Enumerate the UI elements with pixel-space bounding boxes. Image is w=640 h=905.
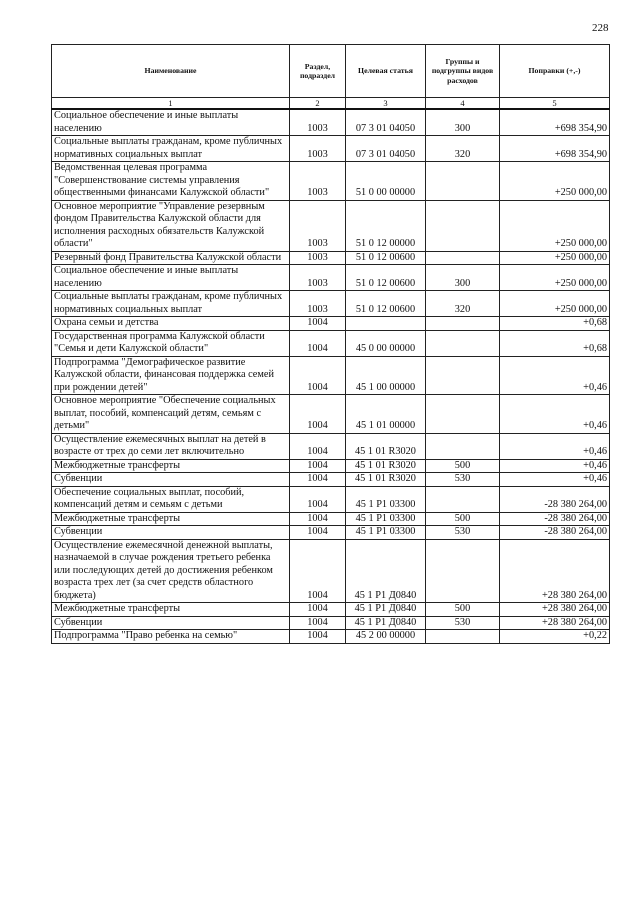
- cell-article: 45 1 01 00000: [346, 395, 426, 434]
- cell-amount: +0,46: [500, 459, 610, 473]
- cell-amount: +698 354,90: [500, 136, 610, 162]
- table-row: [52, 317, 610, 331]
- table-header-row: [52, 45, 610, 98]
- column-number: 3: [346, 98, 426, 110]
- cell-amount: +0,68: [500, 317, 610, 331]
- cell-name: Субвенции: [52, 616, 290, 630]
- table-row: [52, 539, 610, 603]
- cell-name: Государственная программа Калужской области "Семья и дети Калужской области": [52, 330, 290, 356]
- cell-amount: -28 380 264,00: [500, 526, 610, 540]
- cell-group: [426, 356, 500, 395]
- cell-section: 1004: [290, 486, 346, 512]
- cell-group: 320: [426, 136, 500, 162]
- cell-name: Субвенции: [52, 526, 290, 540]
- cell-article: 07 3 01 04050: [346, 136, 426, 162]
- table-row: [52, 512, 610, 526]
- table-row: [52, 616, 610, 630]
- table-row: [52, 526, 610, 540]
- cell-name: Межбюджетные трансферты: [52, 459, 290, 473]
- cell-group: 500: [426, 459, 500, 473]
- table-row: [52, 603, 610, 617]
- column-number-row: [52, 98, 610, 110]
- header-group: Группы и подгруппы видов расходов: [426, 45, 500, 98]
- cell-article: 51 0 12 00000: [346, 200, 426, 251]
- cell-name: Основное мероприятие "Обеспечение социальных выплат, пособий, компенсаций детям, семьям с детьми": [52, 395, 290, 434]
- cell-group: 500: [426, 512, 500, 526]
- cell-article: 45 1 01 R3020: [346, 473, 426, 487]
- cell-article: 45 1 P1 03300: [346, 486, 426, 512]
- cell-section: 1004: [290, 603, 346, 617]
- cell-section: 1003: [290, 136, 346, 162]
- cell-article: 07 3 01 04050: [346, 109, 426, 136]
- cell-amount: +250 000,00: [500, 251, 610, 265]
- cell-group: 320: [426, 291, 500, 317]
- cell-section: 1003: [290, 251, 346, 265]
- cell-amount: +28 380 264,00: [500, 539, 610, 603]
- table-row: [52, 486, 610, 512]
- cell-article: 45 1 P1 03300: [346, 512, 426, 526]
- cell-amount: +250 000,00: [500, 291, 610, 317]
- cell-name: Обеспечение социальных выплат, пособий, компенсаций детям и семьям с детьми: [52, 486, 290, 512]
- cell-section: 1004: [290, 459, 346, 473]
- cell-section: 1004: [290, 395, 346, 434]
- cell-name: Охрана семьи и детства: [52, 317, 290, 331]
- cell-amount: +0,22: [500, 630, 610, 644]
- cell-section: 1003: [290, 265, 346, 291]
- cell-article: 45 1 01 R3020: [346, 433, 426, 459]
- column-number: 4: [426, 98, 500, 110]
- cell-name: Социальное обеспечение и иные выплаты населению: [52, 265, 290, 291]
- cell-group: [426, 486, 500, 512]
- cell-group: [426, 200, 500, 251]
- cell-article: 51 0 12 00600: [346, 251, 426, 265]
- cell-section: 1004: [290, 473, 346, 487]
- header-name: Наименование: [52, 45, 290, 98]
- cell-name: Межбюджетные трансферты: [52, 512, 290, 526]
- cell-amount: +250 000,00: [500, 200, 610, 251]
- cell-name: Подпрограмма "Демографическое развитие Калужской области, финансовая поддержка семей при рождении детей": [52, 356, 290, 395]
- cell-amount: +0,46: [500, 356, 610, 395]
- budget-amendments-table: [51, 44, 610, 644]
- cell-article: 45 2 00 00000: [346, 630, 426, 644]
- table-row: [52, 459, 610, 473]
- cell-group: 530: [426, 526, 500, 540]
- table-row: [52, 330, 610, 356]
- cell-section: 1004: [290, 526, 346, 540]
- cell-group: 530: [426, 473, 500, 487]
- cell-name: Ведомственная целевая программа "Совершенствование системы управления общественными финансами Калужской области": [52, 162, 290, 201]
- cell-name: Основное мероприятие "Управление резервным фондом Правительства Калужской области для исполнения расходных обязательств Калужской области": [52, 200, 290, 251]
- cell-name: Осуществление ежемесячных выплат на детей в возрасте от трех до семи лет включительно: [52, 433, 290, 459]
- cell-section: 1004: [290, 317, 346, 331]
- table-row: [52, 473, 610, 487]
- cell-group: [426, 630, 500, 644]
- cell-article: 45 1 01 R3020: [346, 459, 426, 473]
- cell-amount: +0,68: [500, 330, 610, 356]
- cell-name: Резервный фонд Правительства Калужской области: [52, 251, 290, 265]
- cell-group: [426, 539, 500, 603]
- table-row: [52, 265, 610, 291]
- cell-group: 500: [426, 603, 500, 617]
- table-row: [52, 630, 610, 644]
- cell-section: 1004: [290, 616, 346, 630]
- cell-amount: +250 000,00: [500, 162, 610, 201]
- cell-section: 1004: [290, 512, 346, 526]
- cell-section: 1003: [290, 109, 346, 136]
- cell-group: 300: [426, 109, 500, 136]
- cell-article: 45 1 P1 Д0840: [346, 603, 426, 617]
- cell-name: Социальные выплаты гражданам, кроме публичных нормативных социальных выплат: [52, 136, 290, 162]
- cell-amount: -28 380 264,00: [500, 486, 610, 512]
- table-row: [52, 251, 610, 265]
- column-number: 1: [52, 98, 290, 110]
- cell-section: 1004: [290, 630, 346, 644]
- header-amendment: Поправки (+,-): [500, 45, 610, 98]
- cell-amount: +28 380 264,00: [500, 616, 610, 630]
- table-row: [52, 200, 610, 251]
- cell-section: 1004: [290, 330, 346, 356]
- cell-article: 45 1 P1 03300: [346, 526, 426, 540]
- table-row: [52, 395, 610, 434]
- cell-group: [426, 251, 500, 265]
- cell-amount: +28 380 264,00: [500, 603, 610, 617]
- cell-group: [426, 395, 500, 434]
- cell-amount: -28 380 264,00: [500, 512, 610, 526]
- cell-article: 51 0 12 00600: [346, 265, 426, 291]
- cell-article: 51 0 12 00600: [346, 291, 426, 317]
- table-row: [52, 291, 610, 317]
- cell-section: 1003: [290, 200, 346, 251]
- cell-group: [426, 317, 500, 331]
- cell-group: [426, 330, 500, 356]
- cell-article: 51 0 00 00000: [346, 162, 426, 201]
- cell-section: 1004: [290, 539, 346, 603]
- table-row: [52, 356, 610, 395]
- cell-amount: +0,46: [500, 433, 610, 459]
- cell-article: 45 1 P1 Д0840: [346, 539, 426, 603]
- cell-name: Подпрограмма "Право ребенка на семью": [52, 630, 290, 644]
- header-article: Целевая статья: [346, 45, 426, 98]
- column-number: 5: [500, 98, 610, 110]
- cell-name: Субвенции: [52, 473, 290, 487]
- cell-amount: +0,46: [500, 395, 610, 434]
- header-section: Раздел, подраздел: [290, 45, 346, 98]
- cell-section: 1003: [290, 162, 346, 201]
- cell-name: Социальное обеспечение и иные выплаты населению: [52, 109, 290, 136]
- cell-section: 1003: [290, 291, 346, 317]
- cell-group: [426, 162, 500, 201]
- cell-article: 45 0 00 00000: [346, 330, 426, 356]
- cell-amount: +698 354,90: [500, 109, 610, 136]
- table-row: [52, 433, 610, 459]
- cell-article: 45 1 P1 Д0840: [346, 616, 426, 630]
- cell-name: Осуществление ежемесячной денежной выплаты, назначаемой в случае рождения третьего ребенка или последующих детей до достижения ребенком возраста трех лет (за счет средств областного бюджета): [52, 539, 290, 603]
- cell-article: 45 1 00 00000: [346, 356, 426, 395]
- cell-article: [346, 317, 426, 331]
- cell-section: 1004: [290, 356, 346, 395]
- cell-group: [426, 433, 500, 459]
- cell-amount: +250 000,00: [500, 265, 610, 291]
- cell-amount: +0,46: [500, 473, 610, 487]
- table-row: [52, 162, 610, 201]
- cell-group: 300: [426, 265, 500, 291]
- column-number: 2: [290, 98, 346, 110]
- cell-name: Межбюджетные трансферты: [52, 603, 290, 617]
- table-row: [52, 109, 610, 136]
- table-row: [52, 136, 610, 162]
- page-number: 228: [592, 22, 609, 34]
- cell-section: 1004: [290, 433, 346, 459]
- cell-group: 530: [426, 616, 500, 630]
- cell-name: Социальные выплаты гражданам, кроме публичных нормативных социальных выплат: [52, 291, 290, 317]
